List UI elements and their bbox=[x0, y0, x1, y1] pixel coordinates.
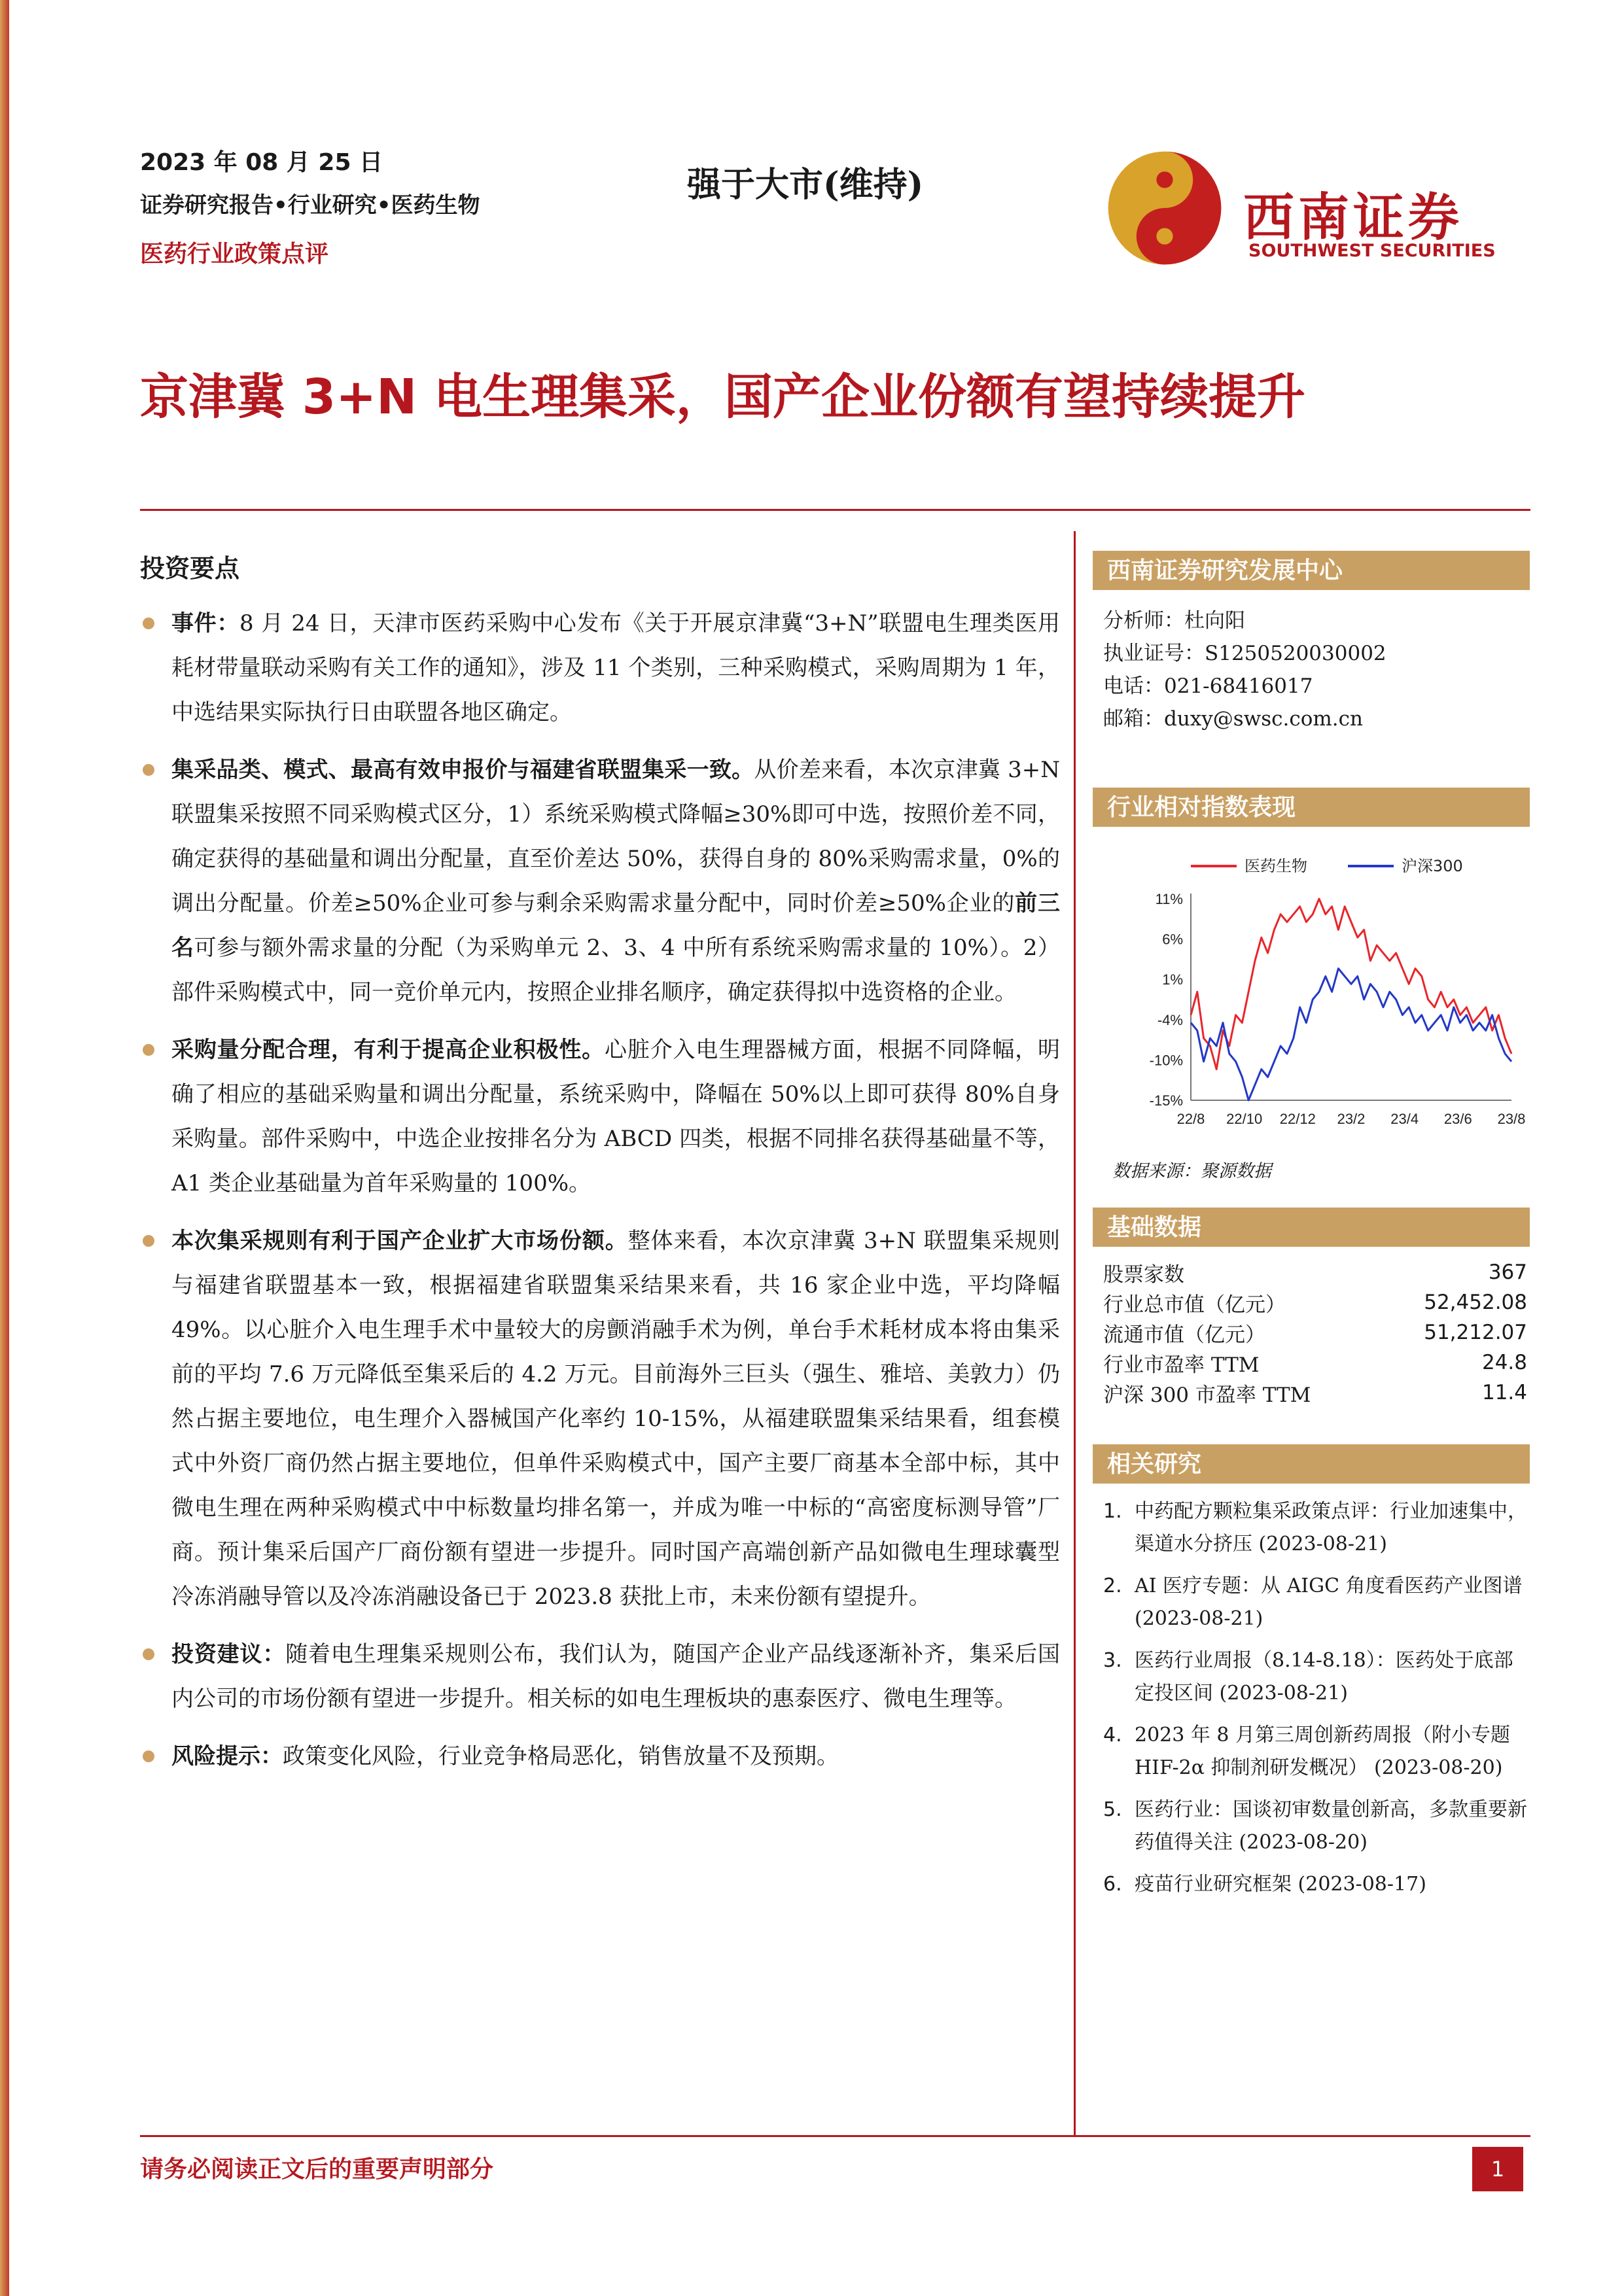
list-item[interactable] bbox=[1103, 1570, 1530, 1635]
related-research-list bbox=[1093, 1495, 1530, 1901]
item-number: 3. bbox=[1103, 1649, 1122, 1672]
chart-header: 行业相对指数表现 bbox=[1093, 788, 1530, 827]
item-number: 4. bbox=[1103, 1724, 1122, 1747]
relative-index-chart bbox=[1093, 827, 1530, 1154]
table-row bbox=[1103, 1348, 1527, 1378]
list-item[interactable] bbox=[1103, 1868, 1530, 1901]
left-accent-stripe bbox=[0, 0, 9, 2296]
bullet-emphasis: 前三名 bbox=[171, 890, 1060, 961]
bullet-dot-icon bbox=[143, 764, 154, 776]
y-tick-label: -4% bbox=[1157, 1011, 1183, 1028]
list-item[interactable] bbox=[1103, 1794, 1530, 1859]
bullet-text-continued: 可参与额外需求量的分配（为采购单元 2、3、4 中所有系统采购需求量的 10%）。2）部件采购模式中，同一竞价单元内，按照企业排名顺序，确定获得拟中选资格的企业。 bbox=[171, 935, 1060, 1005]
bullet-lead: 事件： bbox=[171, 610, 240, 636]
sidebar-basic-data-block bbox=[1093, 1208, 1530, 1408]
x-tick-label: 23/6 bbox=[1443, 1111, 1472, 1127]
report-title: 京津冀 3+N 电生理集采，国产企业份额有望持续提升 bbox=[140, 369, 1305, 425]
bullet-dot-icon bbox=[143, 617, 154, 629]
item-text: 2023 年 8 月第三周创新药周报（附小专题 HIF-2α 抑制剂研发概况） (2023-08-20) bbox=[1135, 1724, 1511, 1779]
bullet-volume-allocation bbox=[140, 1028, 1060, 1206]
row-value: 367 bbox=[1488, 1261, 1527, 1284]
row-value: 52,452.08 bbox=[1424, 1291, 1527, 1314]
title-divider bbox=[140, 509, 1530, 511]
table-row bbox=[1103, 1257, 1527, 1287]
company-name-en: SOUTHWEST SECURITIES bbox=[1248, 241, 1496, 261]
footer-divider bbox=[140, 2135, 1530, 2137]
item-text: 中药配方颗粒集采政策点评：行业加速集中，渠道水分挤压 (2023-08-21) bbox=[1135, 1500, 1527, 1556]
bullet-event bbox=[140, 601, 1060, 735]
item-text: 疫苗行业研究框架 (2023-08-17) bbox=[1135, 1873, 1426, 1896]
legend-label: 医药生物 bbox=[1244, 857, 1307, 875]
y-tick-label: 11% bbox=[1155, 891, 1183, 907]
bullet-investment-advice bbox=[140, 1632, 1060, 1721]
basic-data-header: 基础数据 bbox=[1093, 1208, 1530, 1247]
item-text: AI 医疗专题：从 AIGC 角度看医药产业图谱 (2023-08-21) bbox=[1135, 1574, 1523, 1630]
item-number: 6. bbox=[1103, 1873, 1122, 1896]
column-divider bbox=[1074, 531, 1076, 2135]
y-tick-label: -15% bbox=[1149, 1092, 1183, 1109]
rating: 强于大市(维持) bbox=[687, 165, 924, 205]
bullet-domestic-share bbox=[140, 1219, 1060, 1619]
bullet-dot-icon bbox=[143, 1044, 154, 1056]
report-subcategory: 医药行业政策点评 bbox=[140, 240, 329, 268]
bullet-procurement-mode bbox=[140, 748, 1060, 1015]
bullet-dot-icon bbox=[143, 1750, 154, 1762]
company-logo-icon bbox=[1106, 149, 1224, 267]
bullet-text: 从价差来看，本次京津冀 3+N 联盟集采按照不同采购模式区分，1）系统采购模式降幅≥30%即可中选，按照价差不同，确定获得的基础量和调出分配量，直至价差达 50%，获得自身的 80%采购需求量，0%的调出分配量。价差≥50%企业可参与剩余采购需求量分配中，同时价差≥50%企业的 bbox=[171, 757, 1060, 916]
related-research-header: 相关研究 bbox=[1093, 1444, 1530, 1484]
bullet-text: 政策变化风险，行业竞争格局恶化，销售放量不及预期。 bbox=[283, 1743, 839, 1769]
table-row bbox=[1103, 1317, 1527, 1348]
x-tick-label: 22/10 bbox=[1226, 1111, 1263, 1127]
x-tick-label: 23/2 bbox=[1337, 1111, 1366, 1127]
table-row bbox=[1103, 1378, 1527, 1408]
bullet-lead: 风险提示： bbox=[171, 1743, 283, 1769]
basic-data-table bbox=[1103, 1257, 1527, 1408]
sidebar-research-block bbox=[1093, 1444, 1530, 1910]
row-label: 股票家数 bbox=[1103, 1262, 1184, 1287]
analyst-email[interactable]: 邮箱：duxy@swsc.com.cn bbox=[1103, 707, 1363, 731]
item-text: 医药行业周报（8.14-8.18）：医药处于底部定投区间 (2023-08-21) bbox=[1135, 1649, 1513, 1705]
row-value: 51,212.07 bbox=[1424, 1321, 1527, 1344]
bullet-lead: 采购量分配合理，有利于提高企业积极性。 bbox=[171, 1037, 605, 1063]
item-number: 5. bbox=[1103, 1798, 1122, 1821]
item-number: 2. bbox=[1103, 1574, 1122, 1597]
page-number: 1 bbox=[1472, 2147, 1523, 2191]
analyst-phone: 电话：021-68416017 bbox=[1103, 674, 1313, 698]
row-label: 流通市值（亿元） bbox=[1103, 1323, 1265, 1347]
y-tick-label: 6% bbox=[1162, 931, 1183, 948]
bullet-risk-warning bbox=[140, 1734, 1060, 1779]
bullet-lead: 集采品类、模式、最高有效申报价与福建省联盟集采一致。 bbox=[171, 757, 754, 783]
item-text: 医药行业：国谈初审数量创新高，多款重要新药值得关注 (2023-08-20) bbox=[1135, 1798, 1527, 1854]
chart-source: 数据来源：聚源数据 bbox=[1112, 1161, 1271, 1181]
list-item[interactable] bbox=[1103, 1719, 1530, 1784]
legend-label: 沪深300 bbox=[1402, 857, 1463, 875]
x-tick-label: 23/8 bbox=[1497, 1111, 1526, 1127]
bullet-text: 心脏介入电生理器械方面，根据不同降幅，明确了相应的基础采购量和调出分配量，系统采购中，降幅在 50%以上即可获得 80%自身采购量。部件采购中，中选企业按排名分为 ABCD 四类，根据不同排名获得基础量不等，A1 类企业基础量为首年采购量的 100%。 bbox=[171, 1037, 1060, 1196]
report-date: 2023 年 08 月 25 日 bbox=[140, 149, 383, 176]
row-label: 沪深 300 市盈率 TTM bbox=[1103, 1383, 1311, 1407]
sidebar-analyst-block bbox=[1093, 551, 1530, 735]
series-line-2 bbox=[1191, 969, 1511, 1100]
row-label: 行业市盈率 TTM bbox=[1103, 1353, 1260, 1377]
row-value: 24.8 bbox=[1481, 1351, 1527, 1374]
bullet-text: 8 月 24 日，天津市医药采购中心发布《关于开展京津冀“3+N”联盟电生理类医用耗材带量联动采购有关工作的通知》，涉及 11 个类别，三种采购模式，采购周期为 1 年，中选结果实际执行日由联盟各地区确定。 bbox=[171, 610, 1061, 725]
analyst-name: 分析师：杜向阳 bbox=[1103, 609, 1245, 633]
y-tick-label: 1% bbox=[1162, 971, 1183, 988]
row-label: 行业总市值（亿元） bbox=[1103, 1293, 1286, 1317]
bullet-dot-icon bbox=[143, 1648, 154, 1660]
analyst-license: 执业证号：S1250520030002 bbox=[1103, 642, 1386, 665]
bullet-text: 整体来看，本次京津冀 3+N 联盟集采规则与福建省联盟基本一致，根据福建省联盟集采结果来看，共 16 家企业中选，平均降幅 49%。以心脏介入电生理手术中量较大的房颤消融手术为例，单台手术耗材成本将由集采前的平均 7.6 万元降低至集采后的 4.2 万元。目前海外三巨头（强生、雅培、美敦力）仍然占据主要地位，电生理介入器械国产化率约 10-15%，从福建联盟集采结果看，组套模式中外资厂商仍然占据主要地位，但单件采购模式中，国产主要厂商基本全部中标，其中微电生理在两种采购模式中中标数量均排名第一，并成为唯一中标的“高密度标测导管”厂商。预计集采后国产厂商份额有望进一步提升。同时国产高端创新产品如微电生理球囊型冷冻消融导管以及冷冻消融设备已于 2023.8 获批上市，未来份额有望提升。 bbox=[171, 1228, 1061, 1610]
bullet-lead: 投资建议： bbox=[171, 1641, 286, 1667]
row-value: 11.4 bbox=[1481, 1381, 1527, 1404]
footer-disclaimer: 请务必阅读正文后的重要声明部分 bbox=[140, 2155, 494, 2183]
x-tick-label: 22/8 bbox=[1176, 1111, 1205, 1127]
list-item[interactable] bbox=[1103, 1495, 1530, 1561]
bullet-lead: 本次集采规则有利于国产企业扩大市场份额。 bbox=[171, 1228, 628, 1254]
bullet-text: 随着电生理集采规则公布，我们认为，随国产企业产品线逐渐补齐，集采后国内公司的市场份额有望进一步提升。相关标的如电生理板块的惠泰医疗、微电生理等。 bbox=[171, 1641, 1061, 1712]
company-name-cn: 西南证券 bbox=[1243, 188, 1464, 247]
bullet-dot-icon bbox=[143, 1235, 154, 1247]
table-row bbox=[1103, 1287, 1527, 1317]
main-content bbox=[140, 548, 1060, 1792]
section-heading: 投资要点 bbox=[140, 553, 240, 583]
report-category: 证券研究报告•行业研究•医药生物 bbox=[140, 192, 480, 218]
x-tick-label: 22/12 bbox=[1279, 1111, 1316, 1127]
sidebar-center-header: 西南证券研究发展中心 bbox=[1093, 551, 1530, 590]
y-tick-label: -10% bbox=[1149, 1052, 1183, 1069]
item-number: 1. bbox=[1103, 1500, 1122, 1523]
x-tick-label: 23/4 bbox=[1390, 1111, 1419, 1127]
list-item[interactable] bbox=[1103, 1644, 1530, 1710]
sidebar-chart-block bbox=[1093, 788, 1530, 1182]
